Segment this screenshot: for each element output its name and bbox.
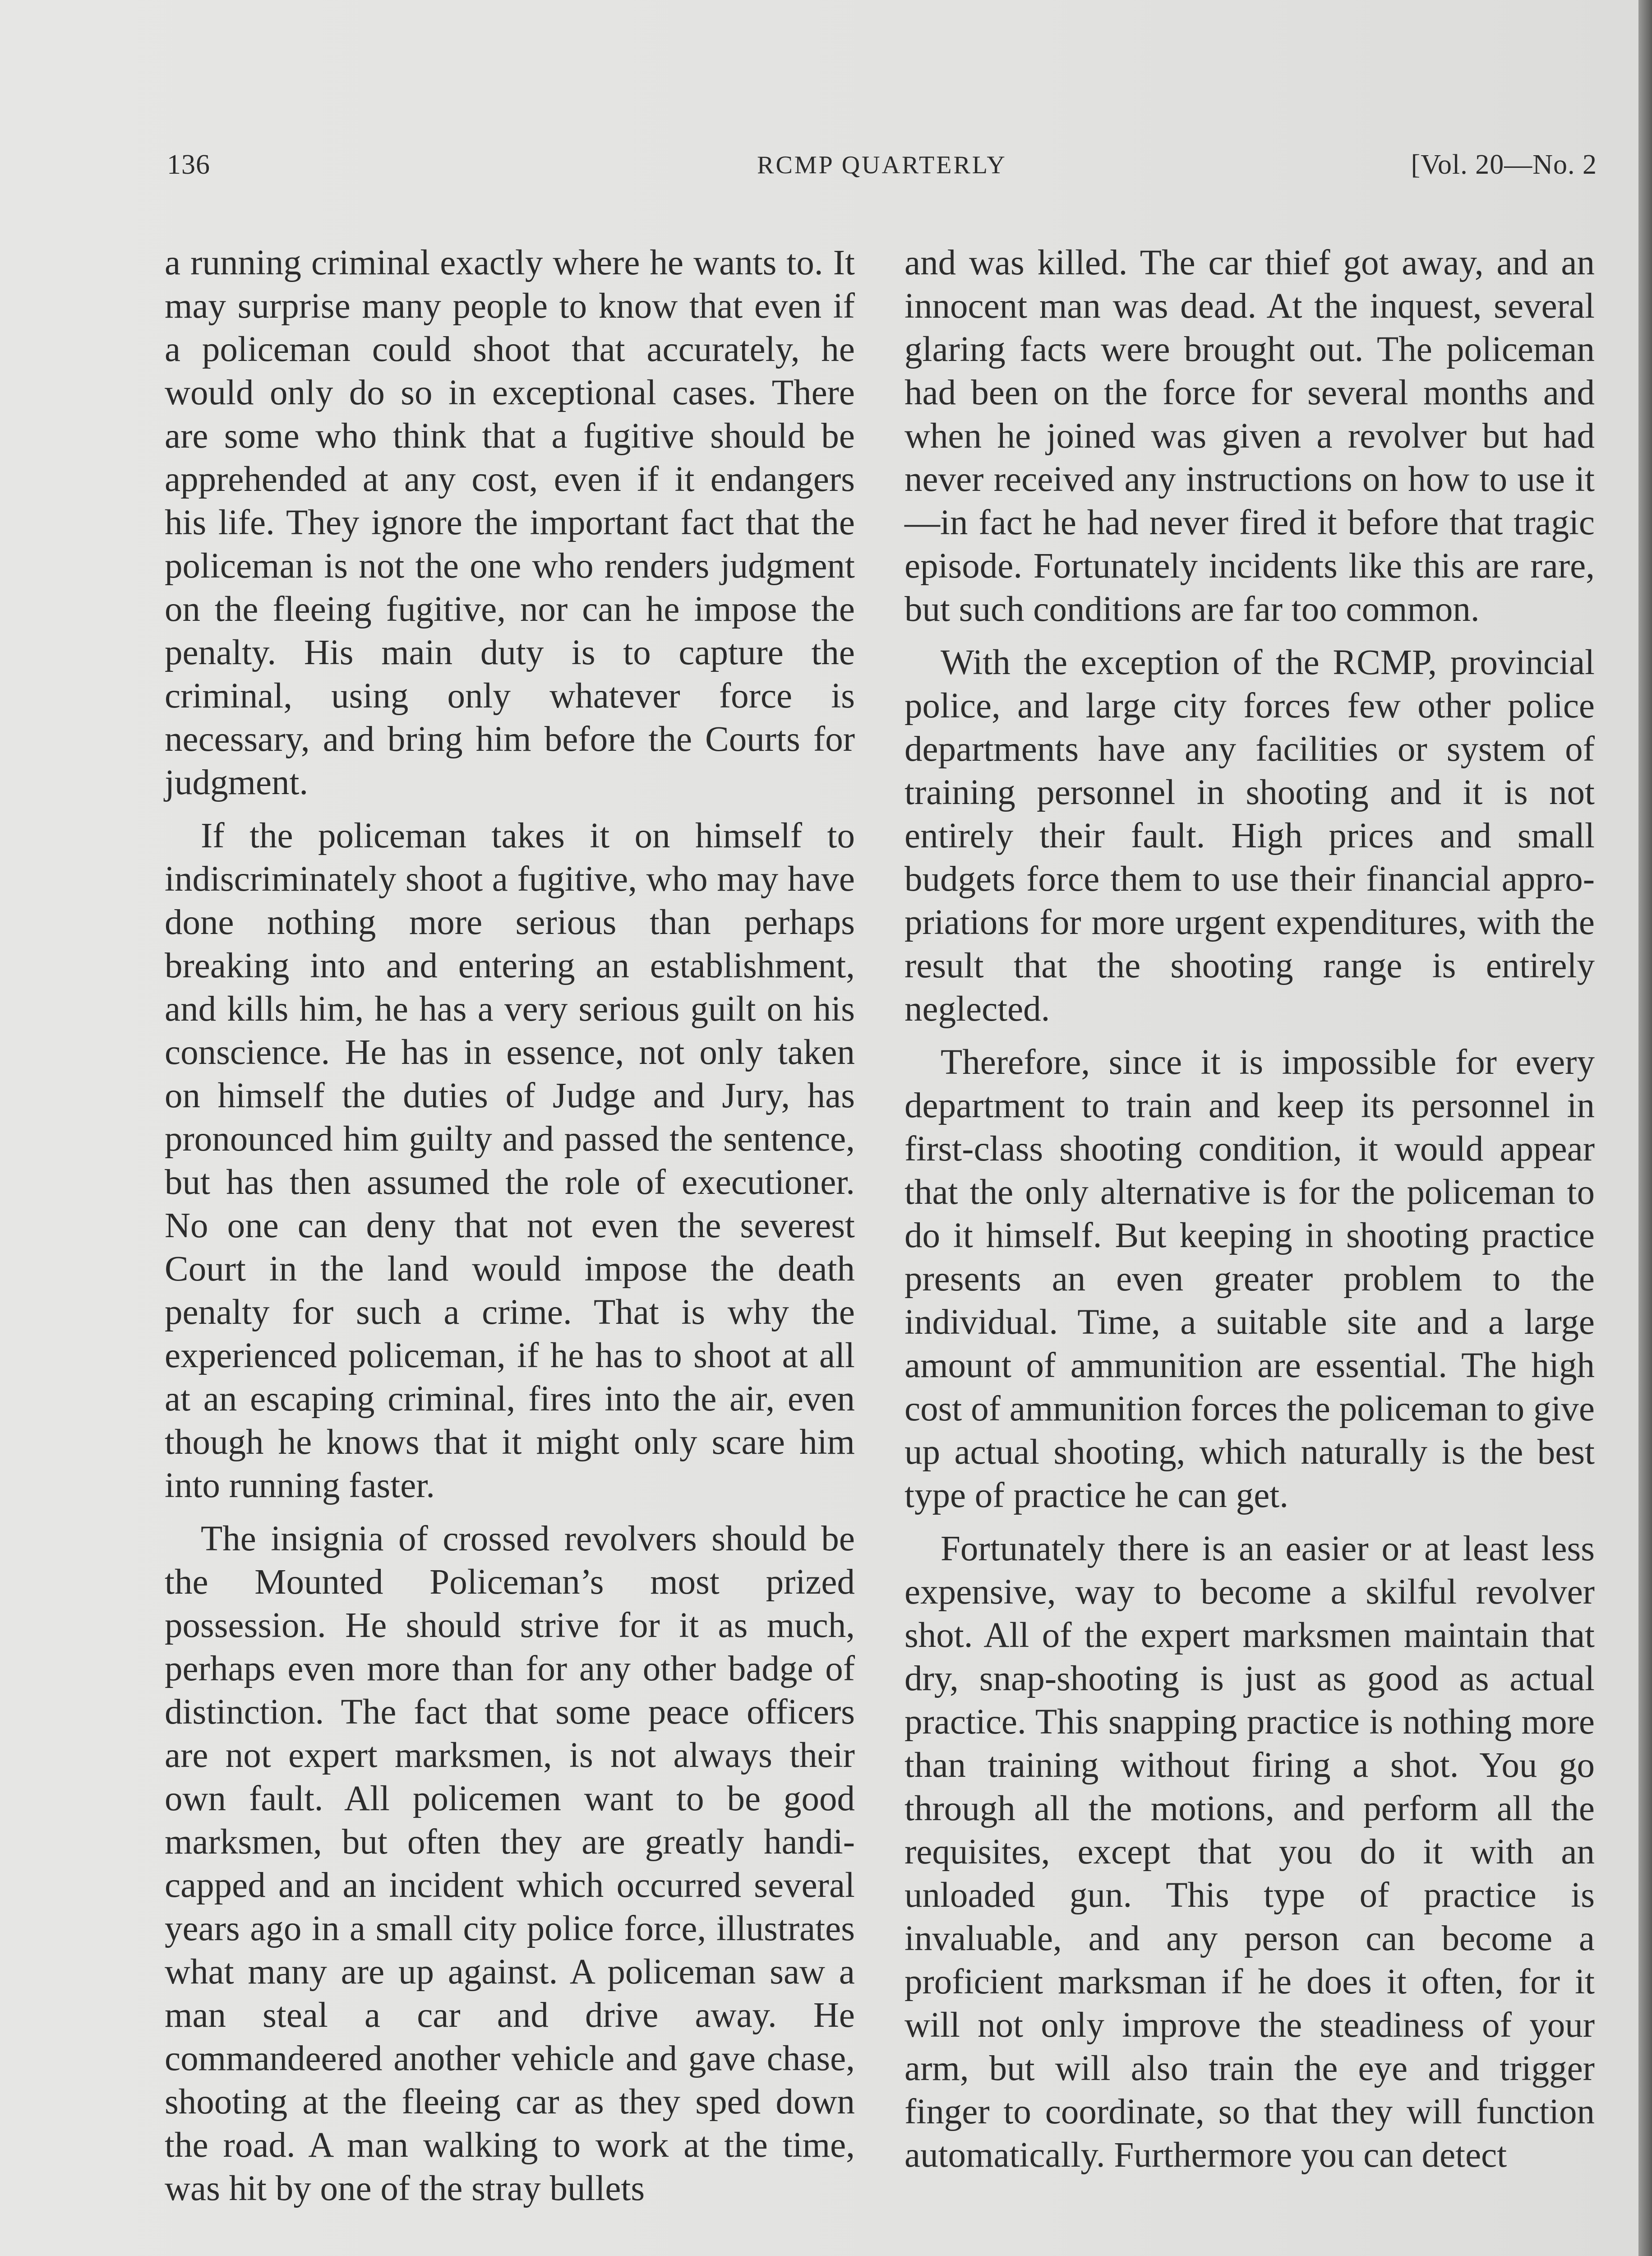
paragraph: The insignia of crossed revolvers should be the Mounted Policeman’s most prized possession. He should strive for it as much, perhaps even more than for any other badge of distinction. The fact that some peace officers are not expert marksmen, is not always their own fault. All policemen want to be good marksmen, but often they are greatly handicapped and an incident which occurred several years ago in a small city police force, illustrates what many are up against. A policeman saw a man steal a car and drive away. He commandeered another vehicle and gave chase, shooting at the fleeing car as they sped down the road. A man walking to work at the time, was hit by one of the stray bullets (165, 1519, 855, 2208)
page-number: 136 (167, 149, 210, 180)
paragraph: Therefore, since it is impossible for every department to train and keep its personnel in first-class shooting condition, it would appear that the only alternative is for the policeman to do it himself. But keeping in shooting practice presents an even greater problem to the individual. Time, a suitable site and a large amount of ammunition are essential. The high cost of ammunition forces the policeman to give up actual shooting, which naturally is the best type of practice he can get. (904, 1043, 1595, 1515)
paragraph: Fortunately there is an easier or at least less expensive, way to become a skilful revolver shot. All of the expert marksmen maintain that dry, snap-shooting is just as good as actual practice. This snapping practice is nothing more than training without firing a shot. You go through all the motions, and perform all the requisites, except that you do it with an unloaded gun. This type of practice is invaluable, and any person can become a proficient marksman if he does it often, for it will not only improve the steadiness of your arm, but will also train the eye and trigger finger to coordinate, so that they will function automatically. Furthermore you can detect (904, 1529, 1595, 2175)
paragraph: a running criminal exactly where he wants to. It may surprise many people to know that even if a policeman could shoot that accurately, he would only do so in exceptional cases. There are some who think that a fugitive should be apprehended at any cost, even if it endangers his life. They ignore the important fact that the policeman is not the one who renders judgment on the fleeing fugitive, nor can he impose the penalty. His main duty is to capture the criminal, using only whatever force is necessary, and bring him before the Courts for judgment. (165, 243, 855, 802)
right-column (904, 241, 1595, 2187)
journal-title: RCMP QUARTERLY (757, 151, 1007, 179)
issue-label: [Vol. 20—No. 2 (1411, 149, 1597, 180)
paragraph: With the exception of the RCMP, provincial police, and large city forces few other police departments have any facilities or system of training personnel in shooting and it is not entirely their fault. High prices and small budgets force them to use their financial appropriations for more urgent expenditures, with the result that the shooting range is entirely neglected. (904, 643, 1595, 1029)
running-header (167, 149, 1597, 194)
paragraph: If the policeman takes it on himself to indiscriminately shoot a fugitive, who may have done nothing more serious than perhaps breaking into and entering an establishment, and kills him, he has a very serious guilt on his conscience. He has in essence, not only taken on himself the duties of Judge and Jury, has pronounced him guilty and passed the sentence, but has then assumed the role of executioner. No one can deny that not even the severest Court in the land would impose the death penalty for such a crime. That is why the experienced policeman, if he has to shoot at all at an escaping criminal, fires into the air, even though he knows that it might only scare him into running faster. (165, 816, 855, 1505)
left-column (165, 241, 855, 2220)
page-edge-shadow (1638, 0, 1652, 2256)
paragraph: and was killed. The car thief got away, and an innocent man was dead. At the inquest, several glaring facts were brought out. The policeman had been on the force for several months and when he joined was given a revolver but had never received any instructions on how to use it—in fact he had never fired it before that tragic episode. Fortunately incidents like this are rare, but such conditions are far too common. (904, 243, 1595, 629)
